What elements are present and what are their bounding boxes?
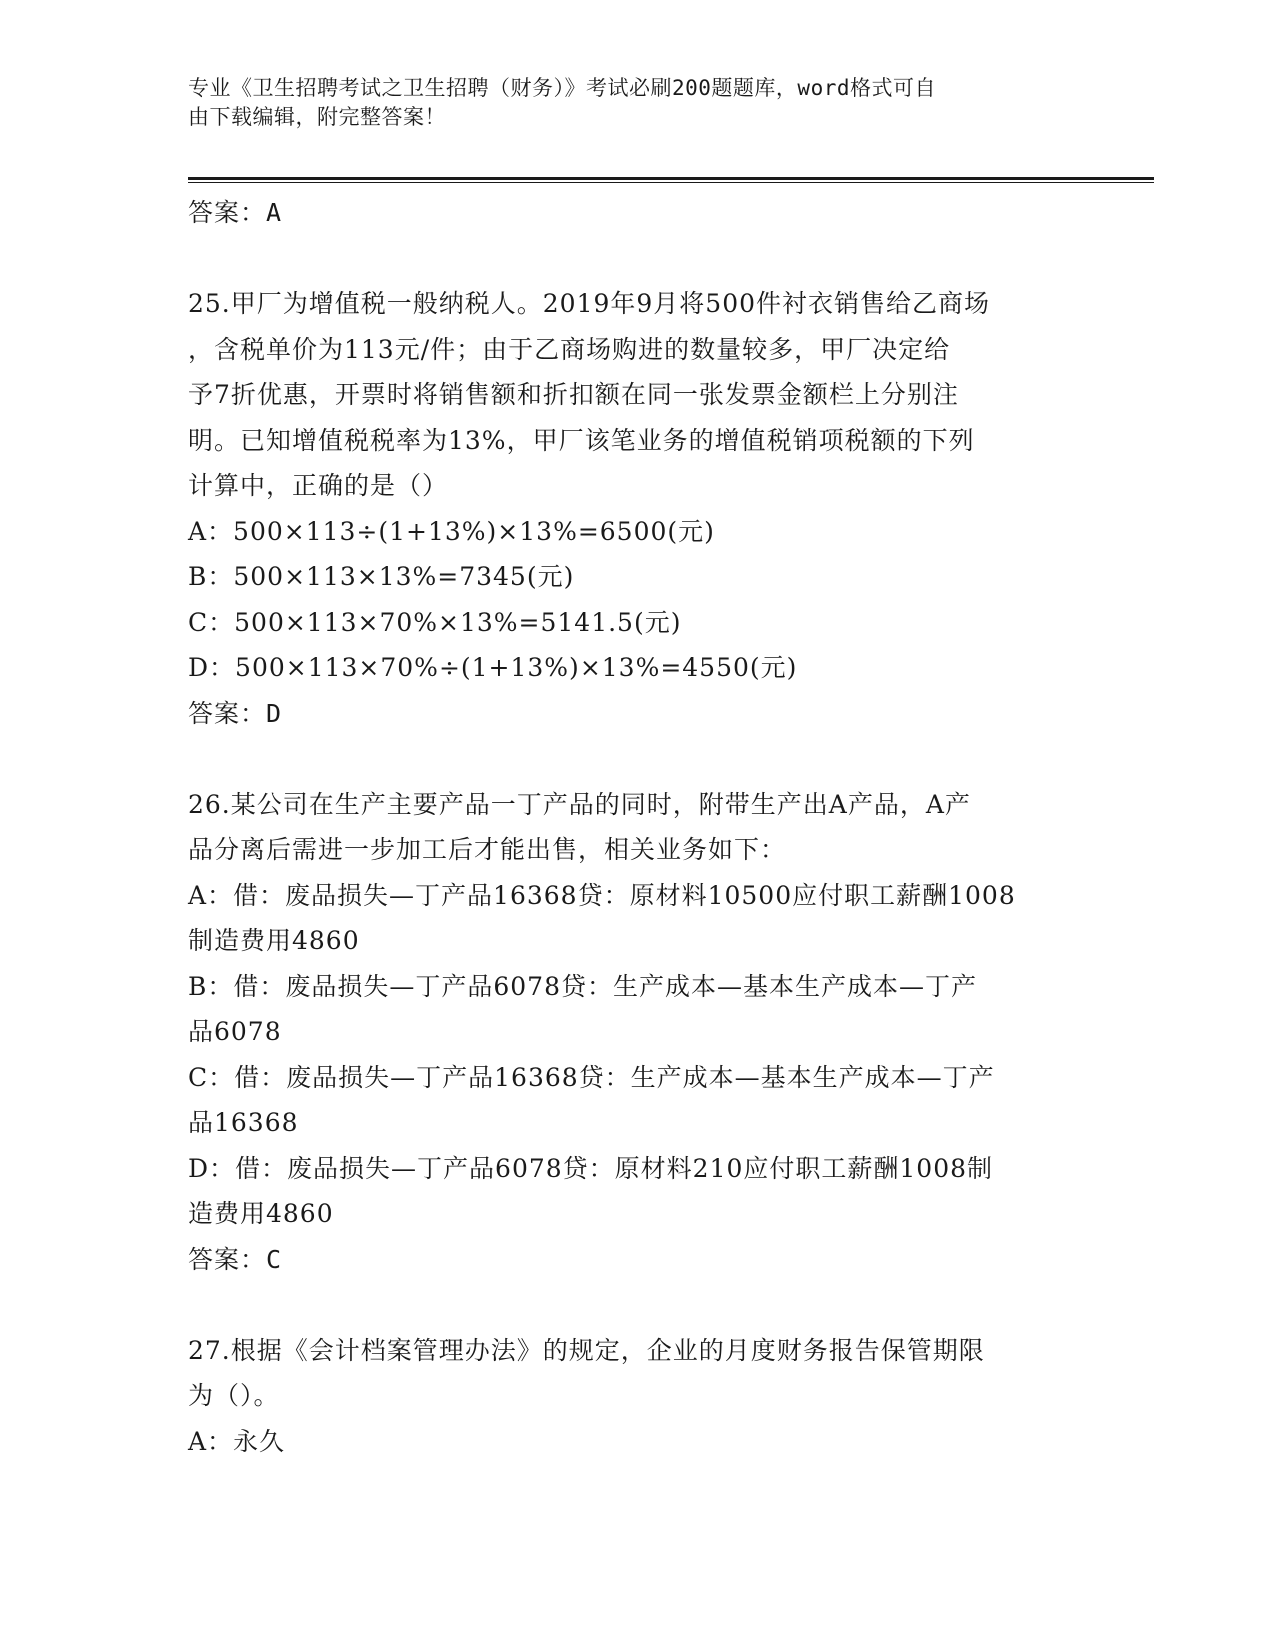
option-c: C：500×113×70%×13%=5141.5(元) — [188, 607, 682, 637]
option-d: D：500×113×70%÷(1+13%)×13%=4550(元) — [188, 653, 798, 682]
question-25 — [188, 281, 1088, 736]
option-a-continued: 制造费用4860 — [188, 926, 360, 955]
option-a: A：500×113÷(1+13%)×13%=6500(元) — [188, 516, 715, 546]
option-b: B：500×113×13%=7345(元) — [188, 562, 575, 591]
answer-line: 答案：D — [188, 698, 283, 728]
option-a: A：永久 — [188, 1426, 286, 1456]
question-text-line: 计算中，正确的是（） — [188, 471, 449, 500]
option-d-continued: 造费用4860 — [188, 1199, 334, 1228]
question-text-line: 为（）。 — [188, 1381, 280, 1410]
header-line: 由下载编辑，附完整答案！ — [188, 105, 446, 129]
answer-line: 答案：A — [188, 198, 283, 227]
question-text-line: 26.某公司在生产主要产品一丁产品的同时，附带生产出A产品，A产 — [188, 789, 971, 819]
header-divider-thin — [188, 182, 1154, 183]
option-a: A：借：废品损失—丁产品16368贷：原材料10500应付职工薪酬1008 — [188, 880, 1016, 910]
question-27 — [188, 1328, 1088, 1465]
document-header — [188, 74, 1068, 132]
question-text-line: 品分离后需进一步加工后才能出售，相关业务如下： — [188, 835, 787, 864]
option-b-continued: 品6078 — [188, 1017, 282, 1046]
question-26 — [188, 782, 1088, 1283]
option-c-continued: 品16368 — [188, 1108, 299, 1137]
answer-line: 答案：C — [188, 1244, 283, 1274]
question-list — [188, 190, 1088, 1464]
option-d: D：借：废品损失—丁产品6078贷：原材料210应付职工薪酬1008制 — [188, 1153, 994, 1183]
header-divider — [188, 177, 1154, 180]
question-text-line: 予7折优惠，开票时将销售额和折扣额在同一张发票金额栏上分别注 — [188, 380, 959, 409]
question-text-line: ，含税单价为113元/件；由于乙商场购进的数量较多，甲厂决定给 — [188, 334, 951, 364]
option-b: B：借：废品损失—丁产品6078贷：生产成本—基本生产成本—丁产 — [188, 971, 977, 1001]
question-text-line: 明。已知增值税税率为13%，甲厂该笔业务的增值税销项税额的下列 — [188, 425, 975, 455]
question-text-line: 25.甲厂为增值税一般纳税人。2019年9月将500件衬衣销售给乙商场 — [188, 289, 991, 318]
header-line: 专业《卫生招聘考试之卫生招聘（财务）》考试必刷200题题库，word格式可自 — [188, 76, 936, 100]
option-c: C：借：废品损失—丁产品16368贷：生产成本—基本生产成本—丁产 — [188, 1062, 995, 1092]
question-text-line: 27.根据《会计档案管理办法》的规定，企业的月度财务报告保管期限 — [188, 1335, 985, 1365]
